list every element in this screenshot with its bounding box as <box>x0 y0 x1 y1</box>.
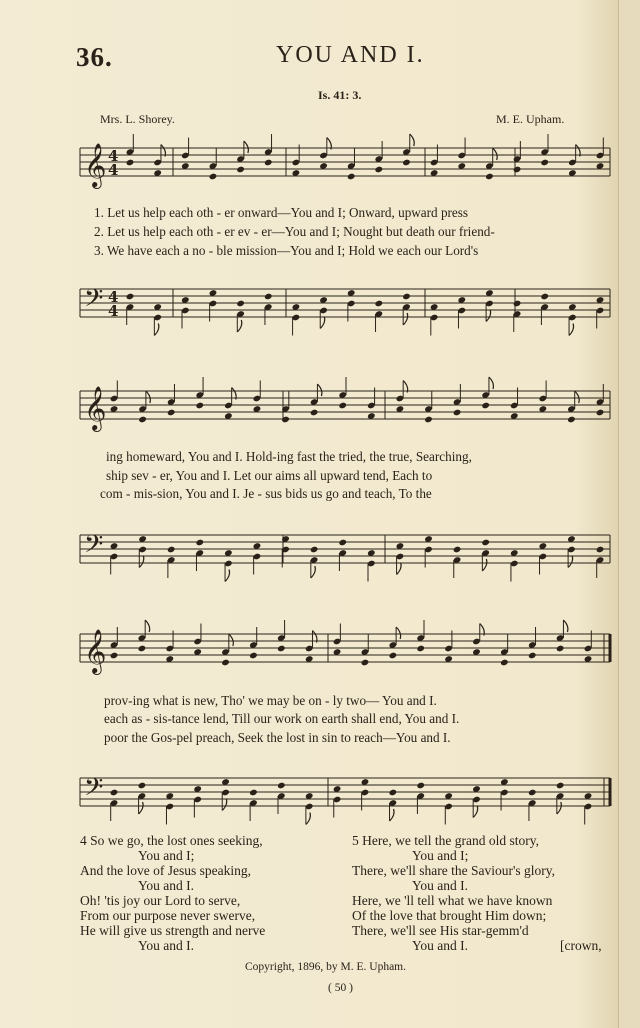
note-head <box>138 782 147 790</box>
note-head <box>389 789 398 797</box>
verse-5-line: You and I. <box>412 938 469 953</box>
bass-clef-icon: 𝄢 <box>84 773 104 808</box>
note-head <box>236 300 245 308</box>
note-head <box>338 402 347 410</box>
note-flag <box>229 634 234 646</box>
note-head <box>310 409 319 417</box>
note-head <box>402 293 411 301</box>
note-head <box>528 652 537 660</box>
verse-4-line: 4 So we go, the lost ones seeking, <box>80 833 263 848</box>
note-flag <box>568 556 573 568</box>
hymn-number: 36. <box>76 42 113 72</box>
note-head <box>236 166 245 174</box>
note-head <box>402 159 411 167</box>
note-head <box>596 409 605 417</box>
note-head <box>528 789 537 797</box>
note-head <box>375 300 384 308</box>
verse-5-line: You and I. <box>412 878 469 893</box>
note-flag <box>563 620 568 632</box>
note-head <box>416 645 425 653</box>
note-head <box>556 645 565 653</box>
note-head <box>249 652 258 660</box>
note-head <box>138 645 147 653</box>
time-signature-icon: 4 <box>108 161 119 179</box>
lyricist-credit: Mrs. L. Shorey. <box>100 112 175 126</box>
note-head <box>264 293 273 301</box>
verse-4-line: And the love of Jesus speaking, <box>80 863 251 878</box>
lyric-line: ship sev - er, You and I. Let our aims all upward tend, Each to <box>106 468 433 483</box>
hymn-title: YOU AND I. <box>276 42 425 68</box>
note-flag <box>222 799 227 811</box>
note-flag <box>473 806 478 818</box>
note-flag <box>489 377 494 389</box>
verse-5-line: 5 Here, we tell the grand old story, <box>352 833 539 848</box>
note-head <box>138 416 147 424</box>
note-flag <box>390 809 395 821</box>
lyric-line: poor the Gos-pel preach, Seek the lost in sin to reach—You and I. <box>104 730 451 745</box>
note-head <box>110 652 119 660</box>
verse-4-line: Oh! 'tis joy our Lord to serve, <box>80 893 241 908</box>
lyric-line: 3. We have each a no - ble mission—You and I; Hold we each our Lord's <box>94 243 479 258</box>
note-head <box>126 293 135 301</box>
note-flag <box>557 802 562 814</box>
time-signature-icon: 4 <box>108 302 119 320</box>
note-head <box>453 409 462 417</box>
note-head <box>481 539 490 547</box>
lyric-line: each as - sis-tance lend, Till our work on earth shall end, You and I. <box>104 711 460 726</box>
note-flag <box>493 148 498 160</box>
note-head <box>389 652 398 660</box>
verse-5-line: Here, we 'll tell what we have known <box>352 893 553 908</box>
note-head <box>596 546 605 554</box>
note-flag <box>317 384 322 396</box>
note-head <box>485 173 494 181</box>
note-flag <box>320 317 325 329</box>
lyric-line: com - mis-sion, You and I. Je - sus bids us go and teach, To the <box>100 486 432 501</box>
note-head <box>310 546 319 554</box>
verse-4-line: You and I; <box>138 848 195 863</box>
note-flag <box>396 627 401 639</box>
note-flag <box>145 620 150 632</box>
note-head <box>110 789 119 797</box>
lyric-line: prov-ing what is new, Tho' we may be on - ly two— You and I. <box>104 693 437 708</box>
verse-4-line: You and I. <box>138 878 195 893</box>
composer-credit: M. E. Upham. <box>496 112 565 126</box>
note-head <box>195 539 204 547</box>
copyright-notice: Copyright, 1896, by M. E. Upham. <box>245 961 406 973</box>
note-head <box>361 659 370 667</box>
note-head <box>249 789 258 797</box>
verse-5-line: You and I; <box>412 848 469 863</box>
time-signature-icon: 4 <box>108 288 119 306</box>
note-head <box>375 166 384 174</box>
lyric-line: 2. Let us help each oth - er ev - er—You and I; Nought but death our friend- <box>94 224 495 239</box>
note-head <box>338 539 347 547</box>
note-head <box>347 173 356 181</box>
verse-4-line: You and I. <box>138 938 195 953</box>
note-head <box>424 416 433 424</box>
verse-5-line: [crown, <box>560 938 602 953</box>
note-head <box>513 300 522 308</box>
note-flag <box>139 556 144 568</box>
note-head <box>221 659 230 667</box>
note-head <box>481 402 490 410</box>
note-head <box>126 159 135 167</box>
note-flag <box>154 324 159 336</box>
note-flag <box>225 570 230 582</box>
note-head <box>556 782 565 790</box>
bass-clef-icon: 𝄢 <box>84 530 104 565</box>
treble-clef-icon: 𝄞 <box>84 386 107 430</box>
note-flag <box>244 141 249 153</box>
bass-clef-icon: 𝄢 <box>84 284 104 319</box>
lyric-line: 1. Let us help each oth - er onward—You and I; Onward, upward press <box>94 205 469 220</box>
note-head <box>416 782 425 790</box>
note-head <box>167 546 176 554</box>
note-head <box>277 645 286 653</box>
note-flag <box>486 310 491 322</box>
note-flag <box>139 802 144 814</box>
note-head <box>513 166 522 174</box>
treble-clef-icon: 𝄞 <box>84 143 107 187</box>
scripture-reference: Is. 41: 3. <box>318 88 362 102</box>
note-head <box>567 416 576 424</box>
verse-4-line: From our purpose never swerve, <box>80 908 256 923</box>
note-flag <box>306 813 311 825</box>
note-head <box>540 293 549 301</box>
note-head <box>167 409 176 417</box>
note-flag <box>397 563 402 575</box>
note-head <box>453 546 462 554</box>
verse-5-line: There, we'll share the Saviour's glory, <box>352 863 556 878</box>
verse-5-line: There, we'll see His star-gemm'd <box>352 923 529 938</box>
verse-5-line: Of the love that brought Him down; <box>352 908 547 923</box>
treble-clef-icon: 𝄞 <box>84 629 107 673</box>
page-number: ( 50 ) <box>328 982 353 994</box>
lyric-line: ing homeward, You and I. Hold-ing fast the tried, the true, Searching, <box>106 449 472 464</box>
note-flag <box>569 324 574 336</box>
note-flag <box>410 134 415 146</box>
note-head <box>277 782 286 790</box>
note-head <box>540 159 549 167</box>
note-flag <box>482 559 487 571</box>
time-signature-icon: 4 <box>108 147 119 165</box>
note-head <box>264 159 273 167</box>
note-head <box>500 659 509 667</box>
note-flag <box>237 320 242 332</box>
verse-4-line: He will give us strength and nerve <box>80 923 266 938</box>
note-flag <box>146 391 151 403</box>
note-flag <box>311 566 316 578</box>
note-flag <box>403 313 408 325</box>
note-flag <box>575 391 580 403</box>
note-head <box>209 173 218 181</box>
note-head <box>195 402 204 410</box>
